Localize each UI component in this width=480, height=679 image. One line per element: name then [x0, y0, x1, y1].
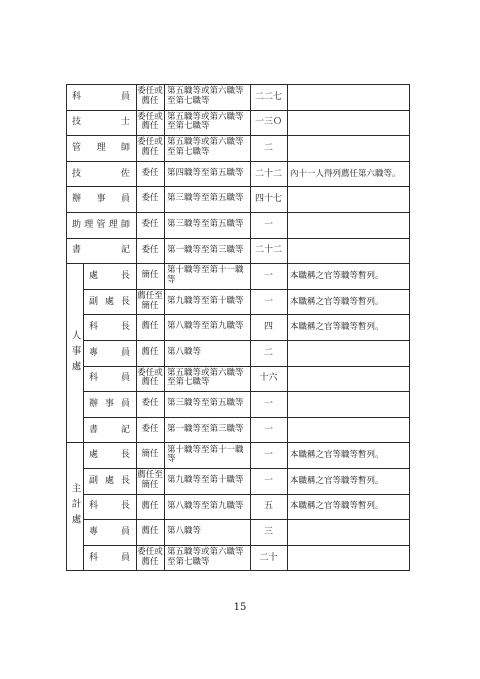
count-cell	[250, 238, 287, 264]
note-cell	[287, 186, 410, 212]
rank-cell	[136, 494, 164, 520]
grade-cell-text: 第五職等或第六職等至第七職等	[167, 137, 244, 157]
rank-cell	[136, 212, 164, 238]
grade-cell-text: 第三職等至第五職等	[167, 219, 244, 230]
job-title: 技佐	[72, 168, 130, 179]
job-title: 辦事員	[89, 398, 130, 409]
rank-cell-text: 委任	[141, 398, 159, 409]
job-title: 管理師	[72, 142, 130, 153]
note-cell	[287, 212, 410, 238]
job-title-cell	[83, 468, 136, 494]
job-title-cell	[66, 238, 136, 264]
rank-cell-text: 薦任	[141, 500, 159, 511]
rank-cell	[136, 519, 164, 545]
rank-cell	[136, 391, 164, 417]
count-cell	[250, 468, 287, 494]
rank-cell	[136, 84, 164, 110]
rank-cell-text: 簡任	[141, 449, 159, 460]
rank-cell-text: 薦任至簡任	[137, 470, 163, 490]
job-title-cell	[83, 314, 136, 340]
grade-cell-text: 第五職等或第六職等至第七職等	[167, 111, 244, 132]
grade-cell-text: 第五職等或第六職等至第七職等	[167, 367, 244, 388]
column-rule	[66, 84, 67, 570]
grade-cell	[164, 468, 250, 494]
grade-cell-text: 第八職等	[167, 347, 202, 358]
rank-cell	[136, 161, 164, 187]
count-cell	[250, 84, 287, 110]
count-cell-text: 十六	[259, 373, 278, 384]
grade-cell-text: 第五職等或第六職等至第七職等	[167, 86, 244, 106]
grade-cell	[164, 519, 250, 545]
column-rule	[287, 84, 288, 570]
grade-cell	[164, 417, 250, 443]
rank-cell-text: 薦任	[141, 347, 159, 358]
note-cell	[287, 340, 410, 366]
note-cell	[287, 494, 410, 520]
rank-cell	[136, 263, 164, 289]
count-cell-text: 二十二	[254, 168, 282, 179]
count-cell-text: 一三Ｏ	[254, 117, 282, 128]
count-cell-text: 四	[263, 322, 273, 333]
column-rule	[83, 442, 84, 570]
note-cell	[287, 110, 410, 136]
count-cell-text: 一	[263, 475, 273, 486]
job-title: 專員	[89, 347, 130, 358]
count-cell	[250, 442, 287, 468]
grade-cell-text: 第十職等至第十一職等	[167, 265, 244, 285]
grade-cell	[164, 263, 250, 289]
rank-cell	[136, 289, 164, 315]
count-cell	[250, 289, 287, 315]
column-rule	[250, 84, 251, 570]
job-title-cell	[66, 84, 136, 110]
note-cell	[287, 366, 410, 392]
count-cell-text: 一	[263, 296, 273, 307]
job-title-cell	[66, 135, 136, 161]
count-cell-text: 二	[263, 347, 273, 358]
rank-cell-text: 薦任	[141, 526, 159, 537]
rank-cell-text: 委任或薦任	[137, 547, 163, 567]
job-title-cell	[66, 212, 136, 238]
count-cell	[250, 135, 287, 161]
grade-cell	[164, 340, 250, 366]
grade-cell	[164, 442, 250, 468]
count-cell-text: 二	[263, 142, 273, 153]
rank-cell-text: 委任或薦任	[137, 137, 163, 157]
grade-cell	[164, 545, 250, 571]
note-cell	[287, 417, 410, 443]
note-cell-text: 本職稱之官等職等暫列。	[290, 501, 384, 512]
rank-cell	[136, 545, 164, 571]
job-title-cell	[66, 186, 136, 212]
job-title: 辦事員	[72, 194, 130, 205]
note-cell	[287, 468, 410, 494]
rank-cell-text: 委任	[141, 193, 159, 204]
grade-cell-text: 第三職等至第五職等	[167, 398, 244, 409]
count-cell	[250, 340, 287, 366]
column-rule	[136, 84, 137, 570]
grade-cell-text: 第一職等至第三職等	[167, 423, 244, 434]
count-cell	[250, 263, 287, 289]
count-cell-text: 一	[263, 270, 273, 281]
job-title-cell	[83, 340, 136, 366]
note-cell-text: 本職稱之官等職等暫列。	[290, 296, 384, 307]
job-title: 科長	[89, 322, 130, 333]
grade-cell-text: 第八職等至第九職等	[167, 500, 244, 511]
rank-cell-text: 委任或薦任	[137, 111, 163, 132]
count-cell	[250, 391, 287, 417]
note-cell	[287, 289, 410, 315]
rank-cell	[136, 366, 164, 392]
count-cell	[250, 494, 287, 520]
rank-cell-text: 委任或薦任	[137, 86, 163, 106]
count-cell	[250, 110, 287, 136]
grade-cell	[164, 110, 250, 136]
grade-cell	[164, 84, 250, 110]
rank-cell	[136, 340, 164, 366]
count-cell-text: 一	[263, 219, 273, 230]
count-cell	[250, 314, 287, 340]
grade-cell	[164, 135, 250, 161]
count-cell-text: 四十七	[254, 194, 282, 205]
row-rule	[66, 570, 410, 571]
count-cell-text: 三	[263, 526, 273, 537]
count-cell-text: 二十	[259, 552, 278, 563]
grade-cell	[164, 289, 250, 315]
job-title-cell	[83, 442, 136, 468]
grade-cell-text: 第八職等至第九職等	[167, 321, 244, 332]
note-cell	[287, 391, 410, 417]
rank-cell-text: 委任	[141, 423, 159, 434]
count-cell-text: 一	[263, 424, 273, 435]
job-title-cell	[66, 161, 136, 187]
grade-cell	[164, 161, 250, 187]
rank-cell-text: 簡任	[141, 270, 159, 281]
rank-cell	[136, 238, 164, 264]
job-title: 科員	[89, 373, 130, 384]
rank-cell-text: 委任	[141, 219, 159, 230]
count-cell-text: 二十二	[254, 245, 282, 256]
job-title-cell	[66, 110, 136, 136]
note-cell-text: 內十一人得列薦任第六職等。	[290, 168, 401, 179]
job-title: 書記	[89, 424, 130, 435]
job-title: 技士	[72, 117, 130, 128]
unit-label	[66, 263, 83, 442]
job-title: 科員	[72, 91, 130, 102]
grade-cell-text: 第九職等至第十職等	[167, 475, 244, 486]
note-cell	[287, 314, 410, 340]
job-title-cell	[83, 494, 136, 520]
rank-cell	[136, 442, 164, 468]
job-title: 專員	[89, 526, 130, 537]
grade-cell	[164, 366, 250, 392]
rank-cell	[136, 417, 164, 443]
job-title-cell	[83, 263, 136, 289]
grade-cell-text: 第三職等至第五職等	[167, 193, 244, 204]
grade-cell	[164, 238, 250, 264]
rank-cell-text: 委任或薦任	[137, 367, 163, 388]
grade-cell	[164, 212, 250, 238]
grade-cell-text: 第四職等至第五職等	[167, 167, 244, 178]
grade-cell-text: 第五職等或第六職等至第七職等	[167, 547, 244, 567]
note-cell-text: 本職稱之官等職等暫列。	[290, 322, 384, 333]
rank-cell-text: 委任	[141, 244, 159, 255]
grade-cell	[164, 314, 250, 340]
note-cell	[287, 263, 410, 289]
count-cell	[250, 366, 287, 392]
rank-cell	[136, 186, 164, 212]
job-title: 科員	[89, 552, 130, 563]
note-cell-text: 本職稱之官等職等暫列。	[290, 450, 384, 461]
job-title: 科長	[89, 501, 130, 512]
count-cell	[250, 417, 287, 443]
grade-cell	[164, 186, 250, 212]
unit-label-text: 人事處	[69, 329, 81, 377]
grade-cell-text: 第十職等至第十一職等	[167, 444, 244, 465]
note-cell	[287, 545, 410, 571]
grade-cell-text: 第九職等至第十職等	[167, 295, 244, 306]
job-title-cell	[83, 366, 136, 392]
column-rule	[164, 84, 165, 570]
note-cell	[287, 84, 410, 110]
count-cell	[250, 186, 287, 212]
rank-cell-text: 委任	[141, 167, 159, 178]
job-title: 處長	[89, 270, 130, 281]
note-cell-text: 本職稱之官等職等暫列。	[290, 270, 384, 281]
job-title-cell	[83, 545, 136, 571]
job-title: 處長	[89, 450, 130, 461]
job-title-cell	[83, 391, 136, 417]
unit-label-text: 主計處	[69, 483, 81, 530]
grade-cell-text: 第一職等至第三職等	[167, 244, 244, 255]
rank-cell	[136, 135, 164, 161]
rank-cell-text: 薦任至簡任	[137, 291, 163, 311]
column-rule	[409, 84, 410, 570]
job-title: 副處長	[89, 296, 130, 307]
note-cell	[287, 161, 410, 187]
grade-cell-text: 第八職等	[167, 526, 202, 537]
count-cell-text: 一	[263, 450, 273, 461]
rank-cell	[136, 110, 164, 136]
grade-cell	[164, 391, 250, 417]
rank-cell-text: 薦任	[141, 321, 159, 332]
count-cell	[250, 545, 287, 571]
job-title: 書記	[72, 245, 130, 256]
rank-cell	[136, 314, 164, 340]
job-title-cell	[83, 289, 136, 315]
note-cell	[287, 238, 410, 264]
count-cell-text: 五	[263, 501, 273, 512]
grade-cell	[164, 494, 250, 520]
personnel-table	[66, 84, 410, 570]
job-title: 副處長	[89, 475, 130, 486]
count-cell	[250, 519, 287, 545]
column-rule	[83, 263, 84, 442]
count-cell	[250, 161, 287, 187]
count-cell-text: 二二七	[254, 91, 282, 102]
note-cell	[287, 135, 410, 161]
note-cell	[287, 519, 410, 545]
count-cell-text: 一	[263, 398, 273, 409]
note-cell	[287, 442, 410, 468]
unit-label	[66, 442, 83, 570]
rank-cell	[136, 468, 164, 494]
page-number: 15	[233, 602, 247, 613]
job-title-cell	[83, 417, 136, 443]
job-title-cell	[83, 519, 136, 545]
note-cell-text: 本職稱之官等職等暫列。	[290, 475, 384, 486]
count-cell	[250, 212, 287, 238]
job-title: 助理管理師	[72, 219, 130, 230]
